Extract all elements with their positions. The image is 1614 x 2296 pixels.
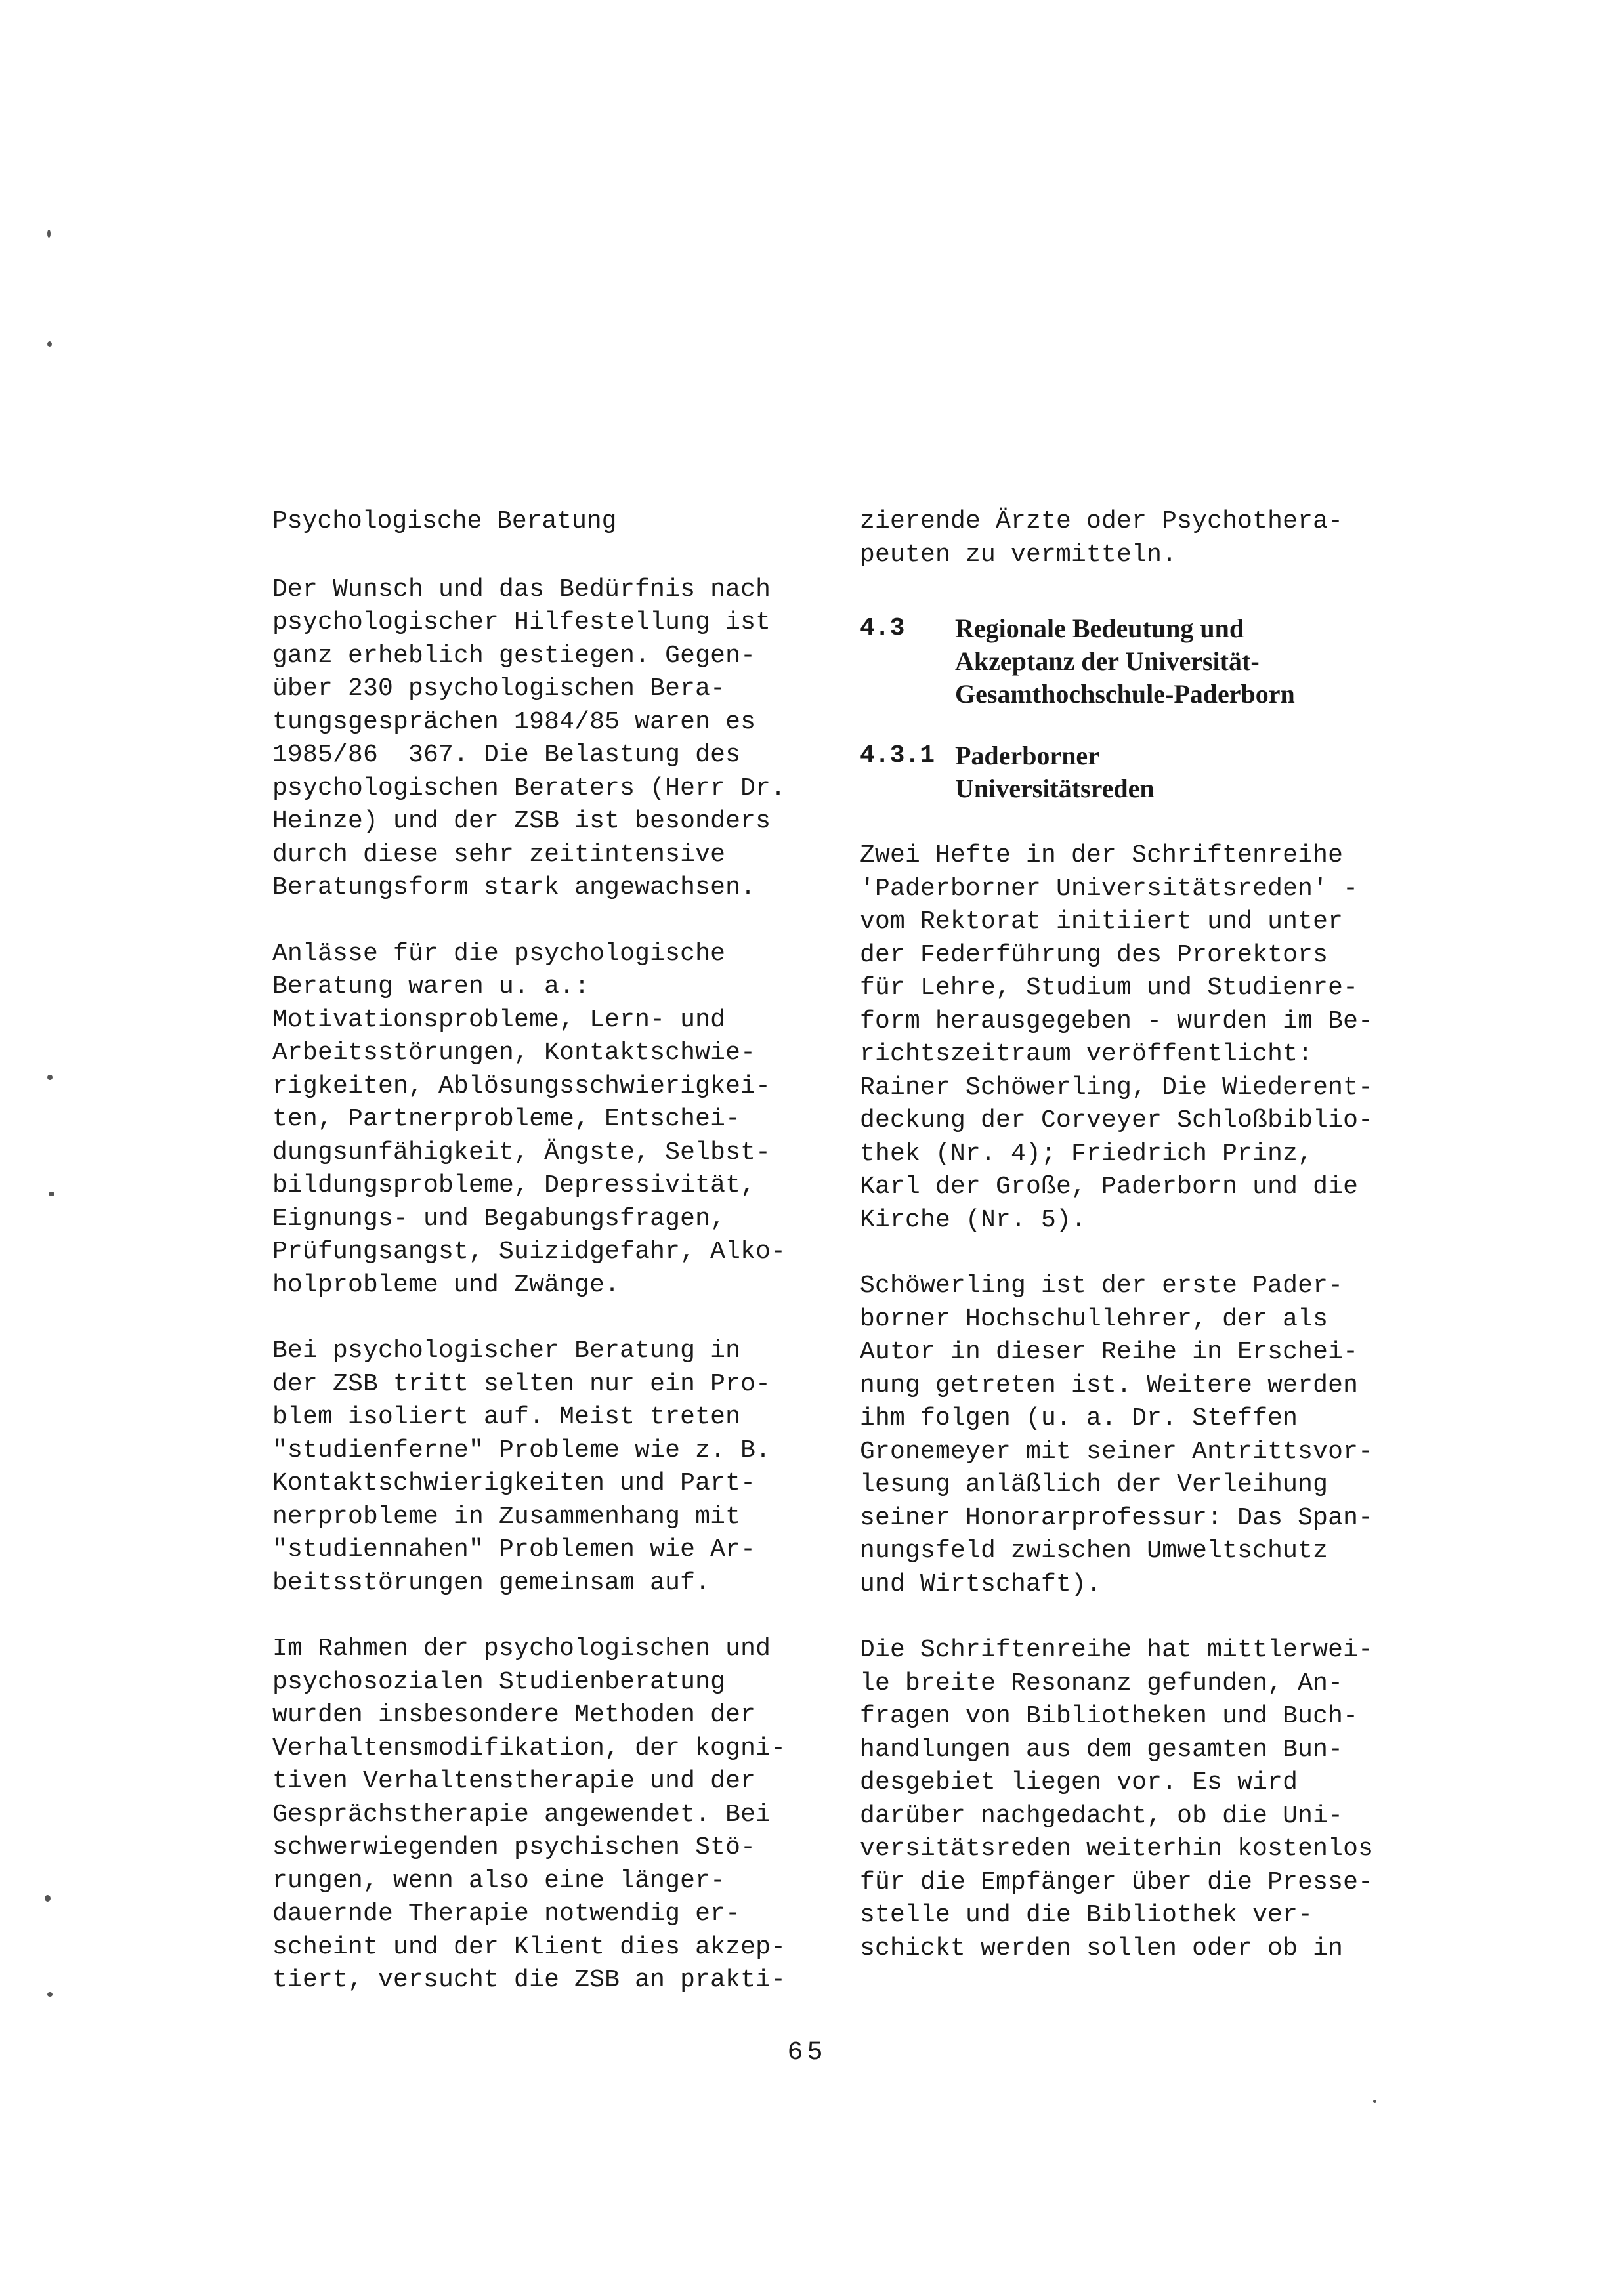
text-line: psychologischer Hilfestellung ist [272, 608, 771, 637]
text-line: über 230 psychologischen Bera- [272, 675, 726, 703]
text-line: durch diese sehr zeitintensive [272, 840, 726, 869]
text-line: Verhaltensmodifikation, der kogni- [272, 1734, 786, 1763]
text-line: "studiennahen" Problemen wie Ar- [272, 1535, 756, 1564]
text-line: rigkeiten, Ablösungsschwierigkei- [272, 1072, 771, 1100]
section-title-line: Paderborner [955, 741, 1099, 770]
text-line: ganz erheblich gestiegen. Gegen- [272, 641, 756, 670]
section-title-line: Gesamthochschule-Paderborn [955, 679, 1295, 709]
page-number: 65 [787, 2038, 827, 2068]
text-line: Prüfungsangst, Suizidgefahr, Alko- [272, 1238, 786, 1266]
text-line: deckung der Corveyer Schloßbiblio- [860, 1106, 1374, 1135]
paragraph-schriftenreihe [860, 1634, 1424, 1965]
text-line: Bei psychologischer Beratung in [272, 1337, 741, 1365]
section-number: 4.3 [860, 614, 905, 642]
text-line: Motivationsprobleme, Lern- und [272, 1005, 726, 1034]
text-line: Eignungs- und Begabungsfragen, [272, 1204, 726, 1233]
text-line: Beratung waren u. a.: [272, 972, 590, 1001]
text-line: Beratungsform stark angewachsen. [272, 873, 756, 902]
text-line: Die Schriftenreihe hat mittlerwei- [860, 1636, 1374, 1664]
text-line: beitsstörungen gemeinsam auf. [272, 1568, 711, 1597]
left-column [272, 505, 837, 2030]
text-line: lesung anläßlich der Verleihung [860, 1471, 1328, 1499]
text-line: richtszeitraum veröffentlicht: [860, 1040, 1313, 1068]
text-line: Im Rahmen der psychologischen und [272, 1635, 771, 1663]
text-line: Rainer Schöwerling, Die Wiederent- [860, 1073, 1374, 1102]
right-column [860, 505, 1424, 1998]
text-line: nung getreten ist. Weitere werden [860, 1371, 1359, 1400]
text-line: für Lehre, Studium und Studienre- [860, 974, 1359, 1002]
text-line: der Federführung des Prorektors [860, 940, 1328, 969]
section-title-line: Akzeptanz der Universität- [955, 646, 1260, 676]
text-line: dauernde Therapie notwendig er- [272, 1900, 741, 1928]
text-line: Anlässe für die psychologische [272, 939, 726, 968]
text-line: Kontaktschwierigkeiten und Part- [272, 1469, 756, 1497]
text-line: Zwei Hefte in der Schriftenreihe [860, 841, 1344, 869]
section-title [955, 740, 1155, 805]
paragraph-schoewerling [860, 1270, 1424, 1601]
text-line: der ZSB tritt selten nur ein Pro- [272, 1369, 771, 1398]
text-line: für die Empfänger über die Presse- [860, 1868, 1374, 1896]
text-line: borner Hochschullehrer, der als [860, 1305, 1328, 1333]
text-line: 1985/86 367. Die Belastung des [272, 741, 741, 769]
scan-speck [47, 230, 51, 238]
paragraph-anlaesse [272, 938, 837, 1303]
text-line: nungsfeld zwischen Umweltschutz [860, 1537, 1328, 1565]
text-line: tiert, versucht die ZSB an prakti- [272, 1966, 786, 1994]
text-line: Kirche (Nr. 5). [860, 1205, 1087, 1234]
text-line: holprobleme und Zwänge. [272, 1270, 620, 1299]
text-line: 'Paderborner Universitätsreden' - [860, 874, 1359, 903]
text-line: Gronemeyer mit seiner Antrittsvor- [860, 1437, 1374, 1466]
text-line: psychologischen Beraters (Herr Dr. [272, 774, 786, 803]
text-line: Karl der Große, Paderborn und die [860, 1173, 1359, 1201]
text-line: vom Rektorat initiiert und unter [860, 908, 1344, 936]
text-line: stelle und die Bibliothek ver- [860, 1901, 1313, 1929]
text-line: nerprobleme in Zusammenhang mit [272, 1502, 741, 1531]
text-line: scheint und der Klient dies akzep- [272, 1932, 786, 1961]
section-number: 4.3.1 [860, 741, 935, 770]
text-line: thek (Nr. 4); Friedrich Prinz, [860, 1139, 1313, 1168]
text-line: seiner Honorarprofessur: Das Span- [860, 1503, 1374, 1532]
text-line: darüber nachgedacht, ob die Uni- [860, 1801, 1344, 1830]
text-line: schickt werden sollen oder ob in [860, 1934, 1344, 1963]
scan-speck [47, 1075, 53, 1080]
text-line: le breite Resonanz gefunden, An- [860, 1669, 1344, 1698]
section-4-3 [860, 612, 1424, 711]
text-line: handlungen aus dem gesamten Bun- [860, 1735, 1344, 1764]
scan-speck [47, 341, 52, 347]
text-line: blem isoliert auf. Meist treten [272, 1403, 741, 1431]
paragraph-zwei-hefte [860, 839, 1424, 1237]
section-heading-psychologische-beratung: Psychologische Beratung [272, 507, 617, 535]
text-line: ten, Partnerprobleme, Entschei- [272, 1105, 741, 1133]
section-4-3-1 [860, 740, 1424, 805]
paragraph-im-rahmen [272, 1633, 837, 1997]
text-line: fragen von Bibliotheken und Buch- [860, 1702, 1359, 1730]
text-line: dungsunfähigkeit, Ängste, Selbst- [272, 1138, 771, 1167]
text-line: "studienferne" Probleme wie z. B. [272, 1436, 771, 1465]
text-line: form herausgegeben - wurden im Be- [860, 1007, 1374, 1035]
text-line: bildungsprobleme, Depressivität, [272, 1171, 756, 1200]
scan-speck [47, 1992, 53, 1997]
scan-speck [49, 1192, 54, 1196]
text-line: Arbeitsstörungen, Kontaktschwie- [272, 1039, 756, 1067]
text-line: Der Wunsch und das Bedürfnis nach [272, 575, 771, 604]
text-line: peuten zu vermitteln. [860, 540, 1178, 569]
section-title-line: Regionale Bedeutung und [955, 614, 1244, 643]
section-title-line: Universitätsreden [955, 774, 1155, 803]
paragraph-continuation [860, 505, 1424, 572]
text-line: psychosozialen Studienberatung [272, 1667, 726, 1696]
text-line: wurden insbesondere Methoden der [272, 1701, 756, 1729]
text-line: zierende Ärzte oder Psychothera- [860, 507, 1344, 535]
text-line: rungen, wenn also eine länger- [272, 1866, 726, 1895]
section-title [955, 612, 1295, 711]
text-line: und Wirtschaft). [860, 1570, 1102, 1598]
text-line: versitätsreden weiterhin kostenlos [860, 1835, 1374, 1863]
text-line: tiven Verhaltenstherapie und der [272, 1767, 756, 1795]
text-line: tungsgesprächen 1984/85 waren es [272, 707, 756, 736]
scan-speck [1373, 2100, 1376, 2103]
text-line: Schöwerling ist der erste Pader- [860, 1272, 1344, 1300]
text-line: Gesprächstherapie angewendet. Bei [272, 1800, 771, 1829]
paragraph-wunsch [272, 574, 837, 905]
scan-speck [45, 1895, 51, 1902]
text-line: Heinze) und der ZSB ist besonders [272, 807, 771, 835]
text-line: ihm folgen (u. a. Dr. Steffen [860, 1404, 1298, 1432]
paragraph-bei-psychologischer-beratung [272, 1335, 837, 1600]
text-line: schwerwiegenden psychischen Stö- [272, 1833, 756, 1862]
text-line: Autor in dieser Reihe in Erschei- [860, 1338, 1359, 1366]
text-line: desgebiet liegen vor. Es wird [860, 1768, 1298, 1797]
